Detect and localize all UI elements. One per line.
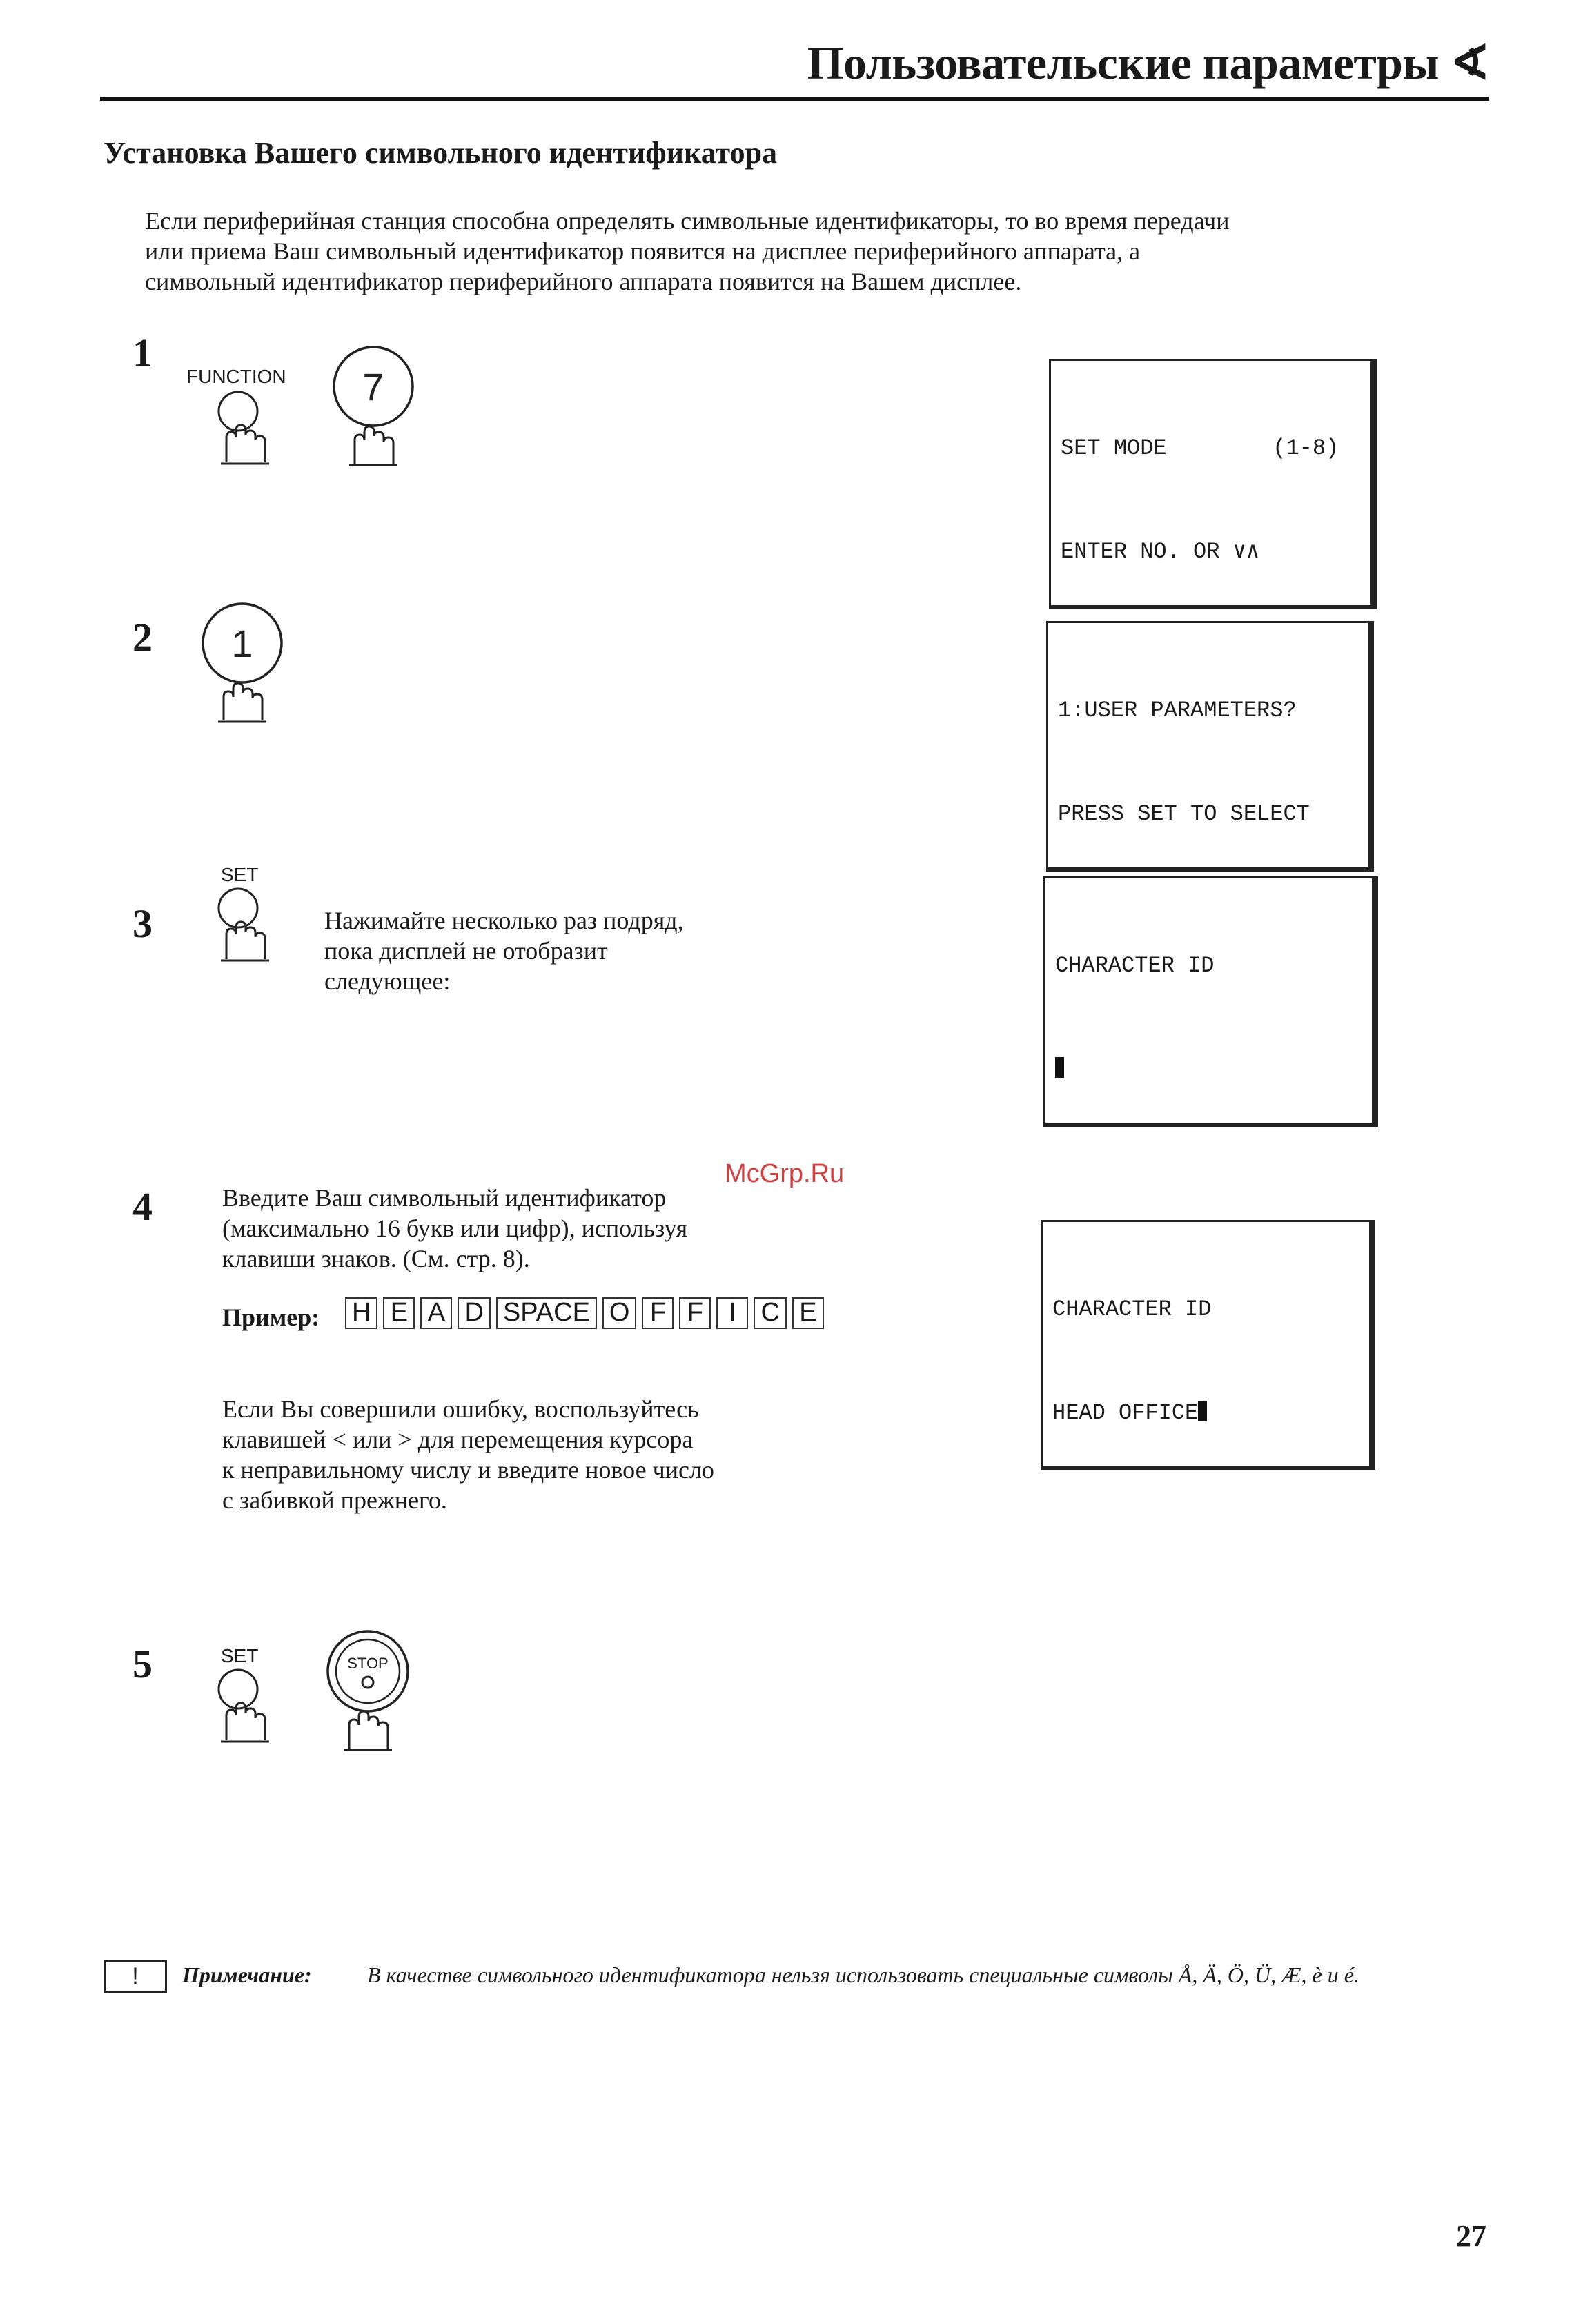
- set-key-press-icon[interactable]: [207, 887, 269, 967]
- example-key: A: [420, 1297, 452, 1329]
- lcd-display-step2: [1046, 621, 1374, 872]
- lcd-display-step3: [1043, 876, 1378, 1127]
- example-key: F: [679, 1297, 711, 1329]
- key-digit: 1: [231, 622, 253, 665]
- stop-key-label: STOP: [347, 1655, 389, 1672]
- lcd-text: HEAD OFFICE: [1052, 1400, 1199, 1426]
- step-number: 4: [132, 1184, 153, 1229]
- section-title: Установка Вашего символьного идентификатора: [104, 136, 778, 170]
- lcd-line: CHARACTER ID: [1055, 953, 1215, 978]
- step-number: 2: [132, 615, 153, 660]
- text-line: Введите Ваш символьный идентификатор: [222, 1184, 667, 1212]
- intro-paragraph: [145, 206, 1456, 297]
- lcd-line: CHARACTER ID: [1052, 1297, 1212, 1322]
- function-key-press-icon[interactable]: [207, 391, 269, 470]
- lcd-line: ENTER NO. OR ∨∧: [1061, 539, 1260, 564]
- intro-line: Если периферийная станция способна определять символьные идентификаторы, то во время передачи: [145, 207, 1230, 235]
- example-key: H: [345, 1297, 377, 1329]
- step4-error-instruction: [222, 1394, 843, 1515]
- text-line: Если Вы совершили ошибку, воспользуйтесь: [222, 1395, 699, 1423]
- example-key: E: [383, 1297, 415, 1329]
- lcd-line: [1055, 1052, 1362, 1087]
- example-key-sequence: [345, 1297, 824, 1329]
- text-line: клавишей < или > для перемещения курсора: [222, 1426, 694, 1453]
- number-1-key-icon[interactable]: [197, 602, 287, 726]
- lcd-cursor: [1055, 1057, 1064, 1078]
- set-key-label: SET: [221, 1645, 259, 1666]
- text-line: к неправильному числу и введите новое число: [222, 1456, 714, 1484]
- header-title-text: Пользовательские параметры: [807, 37, 1440, 89]
- stop-key-icon[interactable]: [323, 1630, 413, 1754]
- function-key-label: FUNCTION: [186, 366, 286, 387]
- text-line: пока дисплей не отобразит: [324, 937, 608, 965]
- text-line: клавиши знаков. (См. стр. 8).: [222, 1245, 530, 1272]
- text-line: (максимально 16 букв или цифр), используя: [222, 1214, 688, 1242]
- page-header-title: [807, 36, 1489, 90]
- example-key: SPACE: [496, 1297, 597, 1329]
- example-key: D: [458, 1297, 490, 1329]
- key-digit: 7: [362, 365, 384, 408]
- watermark: McGrp.Ru: [725, 1159, 845, 1188]
- step3-instruction: [324, 905, 807, 996]
- lcd-cursor: [1198, 1401, 1207, 1421]
- note-text: В качестве символьного идентификатора нельзя использовать специальные символы Å, Ä, Ö, Ü, Æ, è и é.: [367, 1962, 1359, 1987]
- lcd-display-step4: [1041, 1220, 1375, 1470]
- example-key: C: [754, 1297, 786, 1329]
- header-mark: ∢: [1450, 37, 1489, 89]
- intro-line: или приема Ваш символьный идентификатор появится на дисплее периферийного аппарата, а: [145, 237, 1141, 265]
- text-line: следующее:: [324, 967, 451, 995]
- set-key-press-icon[interactable]: [207, 1668, 269, 1748]
- lcd-display-step1: [1049, 359, 1377, 609]
- note-icon: !: [104, 1960, 167, 1993]
- note-label: Примечание:: [182, 1962, 312, 1987]
- intro-line: символьный идентификатор периферийного аппарата появится на Вашем дисплее.: [145, 268, 1022, 295]
- step4-instruction: [222, 1183, 843, 1274]
- number-7-key-icon[interactable]: [328, 345, 418, 469]
- text-line: Нажимайте несколько раз подряд,: [324, 907, 684, 934]
- text-line: с забивкой прежнего.: [222, 1486, 447, 1514]
- example-key: O: [602, 1297, 637, 1329]
- set-key-label: SET: [221, 864, 259, 885]
- example-key: I: [716, 1297, 748, 1329]
- lcd-line: PRESS SET TO SELECT: [1058, 801, 1310, 827]
- header-rule: [100, 97, 1489, 101]
- lcd-line: [1052, 1396, 1359, 1430]
- lcd-line: 1:USER PARAMETERS?: [1058, 698, 1297, 723]
- lcd-line: SET MODE (1-8): [1061, 435, 1339, 461]
- step-number: 5: [132, 1642, 153, 1686]
- example-label: Пример:: [222, 1303, 320, 1331]
- step-number: 3: [132, 901, 153, 946]
- step-number: 1: [132, 331, 153, 375]
- page-number: 27: [1456, 2219, 1486, 2253]
- example-key: E: [792, 1297, 824, 1329]
- example-key: F: [642, 1297, 674, 1329]
